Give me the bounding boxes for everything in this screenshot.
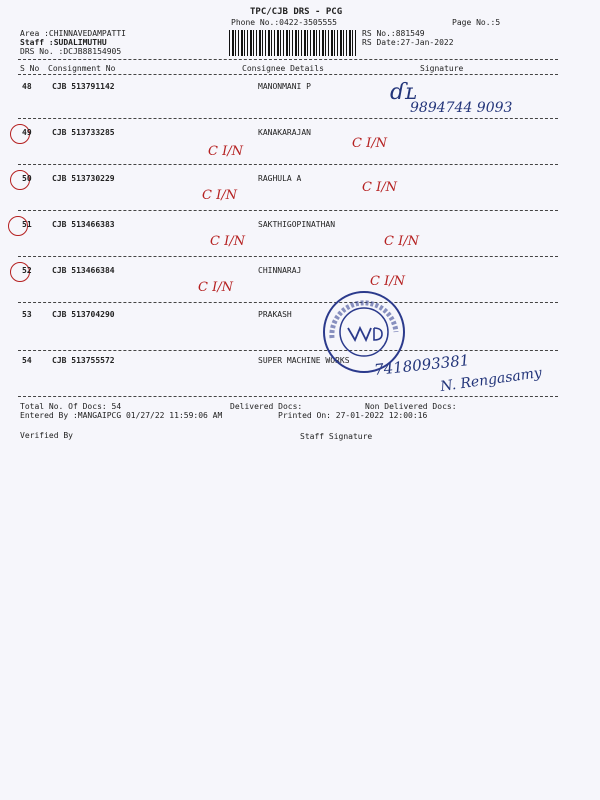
signature-phone: 9894744 9093 — [410, 100, 513, 116]
divider — [18, 210, 558, 211]
divider — [18, 74, 558, 75]
row-sno: 51 — [22, 220, 32, 229]
row-consignee: SUPER MACHINE WORKS — [258, 356, 350, 365]
divider — [18, 256, 558, 257]
signature-scribble: ɗʟ — [390, 80, 417, 105]
row-sno: 52 — [22, 266, 32, 275]
row-sno: 48 — [22, 82, 32, 91]
divider — [18, 350, 558, 351]
total-docs: Total No. Of Docs: 54 — [20, 402, 122, 411]
rs-number: RS No.:881549 — [362, 29, 425, 38]
rs-date: RS Date:27-Jan-2022 — [362, 38, 454, 47]
row-consignee: SAKTHIGOPINATHAN — [258, 220, 336, 229]
verified-by: Verified By — [20, 431, 73, 440]
company-seal-stamp — [322, 290, 406, 374]
barcode — [229, 30, 357, 56]
row-consignee: MANONMANI P — [258, 82, 311, 91]
staff-field: Staff :SUDALIMUTHU — [20, 38, 107, 47]
printed-on: Printed On: 27-01-2022 12:00:16 — [278, 411, 428, 420]
area-field: Area :CHINNAVEDAMPATTI — [20, 29, 126, 38]
entered-by: Entered By :MANGAIPCG 01/27/22 11:59:06 AM — [20, 411, 223, 420]
drs-number: DRS No. :DCJB88154905 — [20, 47, 122, 56]
row-sno: 53 — [22, 310, 32, 319]
signature-name: N. Rengasamy — [439, 364, 543, 396]
cin-mark: C I/N — [208, 144, 243, 159]
divider — [18, 118, 558, 119]
divider — [18, 164, 558, 165]
divider — [18, 302, 558, 303]
divider — [18, 59, 558, 60]
column-header-consignment: Consignment No — [48, 64, 116, 73]
row-consignment: CJB 513791142 — [52, 82, 115, 91]
row-consignment: CJB 513733285 — [52, 128, 115, 137]
row-consignee: RAGHULA A — [258, 174, 302, 183]
delivered-docs: Delivered Docs: — [230, 402, 303, 411]
cin-mark: C I/N — [352, 136, 387, 151]
column-header-consignee: Consignee Details — [242, 64, 324, 73]
row-sno: 49 — [22, 128, 32, 137]
row-consignment: CJB 513466383 — [52, 220, 115, 229]
row-consignee: KANAKARAJAN — [258, 128, 311, 137]
row-consignee: CHINNARAJ — [258, 266, 302, 275]
phone-number: Phone No.:0422-3505555 — [231, 18, 337, 27]
cin-mark: C I/N — [362, 180, 397, 195]
page-number: Page No.:5 — [452, 18, 501, 27]
column-header-signature: Signature — [420, 64, 464, 73]
row-consignment: CJB 513755572 — [52, 356, 115, 365]
staff-signature: Staff Signature — [300, 432, 373, 441]
cin-mark: C I/N — [202, 188, 237, 203]
cin-mark: C I/N — [370, 274, 405, 289]
row-consignee: PRAKASH — [258, 310, 292, 319]
row-consignment: CJB 513730229 — [52, 174, 115, 183]
row-sno: 54 — [22, 356, 32, 365]
signature-phone: 7418093381 — [373, 351, 471, 379]
row-sno: 50 — [22, 174, 32, 183]
cin-mark: C I/N — [198, 280, 233, 295]
cin-mark: C I/N — [384, 234, 419, 249]
row-consignment: CJB 513704290 — [52, 310, 115, 319]
divider — [18, 396, 558, 397]
document-title: TPC/CJB DRS - PCG — [250, 7, 343, 17]
non-delivered-docs: Non Delivered Docs: — [365, 402, 457, 411]
row-consignment: CJB 513466384 — [52, 266, 115, 275]
cin-mark: C I/N — [210, 234, 245, 249]
column-header-sno: S No — [20, 64, 40, 73]
